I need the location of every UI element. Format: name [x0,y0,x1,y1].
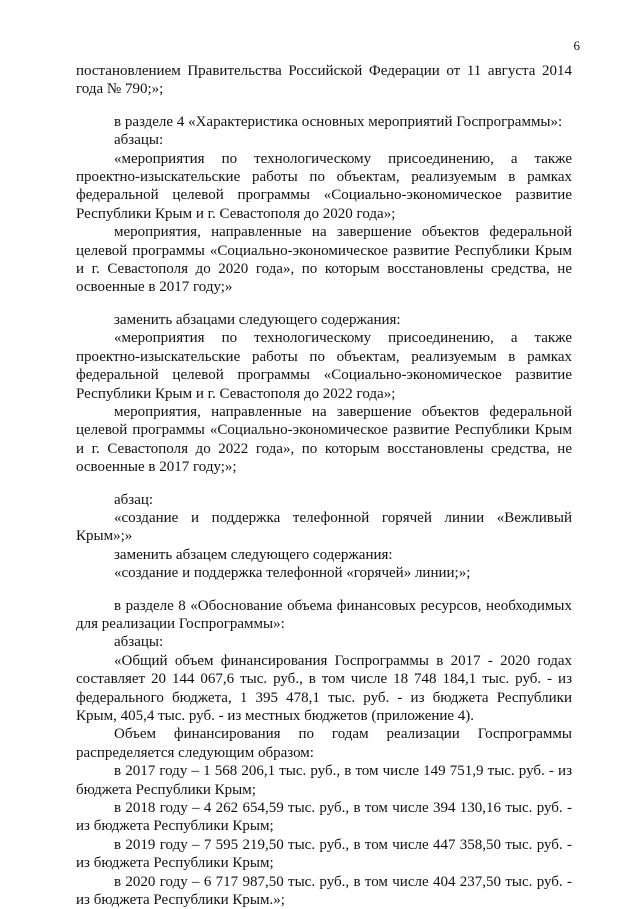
paragraph: абзацы: [114,634,164,651]
paragraph: в разделе 4 «Характеристика основных мероприятий Госпрограммы»: [114,113,563,130]
paragraph: абзацы: [114,132,164,149]
paragraph: «создание и поддержка телефонной горячей линии «Вежливый Крым»;» [76,509,572,545]
paragraph: Объем финансирования по годам реализации Госпрограммы распределяется следующим образом: [76,726,572,761]
paragraph: мероприятия, направленные на завершение объектов федеральной целевой программы «Социально-экономическое развитие Республики Крым и г. Севастополя до 2020 года», по которым восстановлены средства, не освоенные в 2017 году;» [76,224,572,296]
paragraph: мероприятия, направленные на завершение объектов федеральной целевой программы «Социально-экономическое развитие Республики Крым и г. Севастополя до 2022 года», по которым восстановлены средства, не освоенные в 2017 году;»; [76,403,572,476]
paragraph: «мероприятия по технологическому присоединению, а также проектно-изыскательские работы по объектам, реализуемым в рамках федеральной целевой программы «Социально-экономическое развитие Республики Крым и г. Севастополя до 2020 года»; [76,150,572,222]
paragraph: в 2018 году – 4 262 654,59 тыс. руб., в том числе 394 130,16 тыс. руб. - из бюджета Республики Крым; [76,800,572,835]
paragraph: заменить абзацами следующего содержания: [114,311,401,328]
paragraph: в 2019 году – 7 595 219,50 тыс. руб., в том числе 447 358,50 тыс. руб. - из бюджета Республики Крым; [76,836,572,872]
paragraph: «Общий объем финансирования Госпрограммы в 2017 - 2020 годах составляет 20 144 067,6 тыс. руб., в том числе 18 748 184,1 тыс. руб. - из федерального бюджета, 1 395 478,1 тыс. руб. - из бюджета Республики Крым, 405,4 тыс. руб. - из местных бюджетов (приложение 4). [76,652,572,724]
document-body [76,62,572,909]
page-number: 6 [573,38,580,53]
paragraph: в разделе 8 «Обоснование объема финансовых ресурсов, необходимых для реализации Госпрограммы»: [76,597,572,632]
paragraph: в 2020 году – 6 717 987,50 тыс. руб., в том числе 404 237,50 тыс. руб. - из бюджета Республики Крым.»; [76,873,572,909]
paragraph: абзац: [114,491,154,508]
paragraph: в 2017 году – 1 568 206,1 тыс. руб., в том числе 149 751,9 тыс. руб. - из бюджета Республики Крым; [76,763,572,798]
paragraph: заменить абзацем следующего содержания: [114,546,393,563]
paragraph: «создание и поддержка телефонной «горячей» линии;»; [114,565,471,582]
paragraph: «мероприятия по технологическому присоединению, а также проектно-изыскательские работы по объектам, реализуемым в рамках федеральной целевой программы «Социально-экономическое развитие Республики Крым и г. Севастополя до 2022 года»; [76,330,572,402]
paragraph: постановлением Правительства Российской Федерации от 11 августа 2014 года № 790;»; [76,63,572,98]
